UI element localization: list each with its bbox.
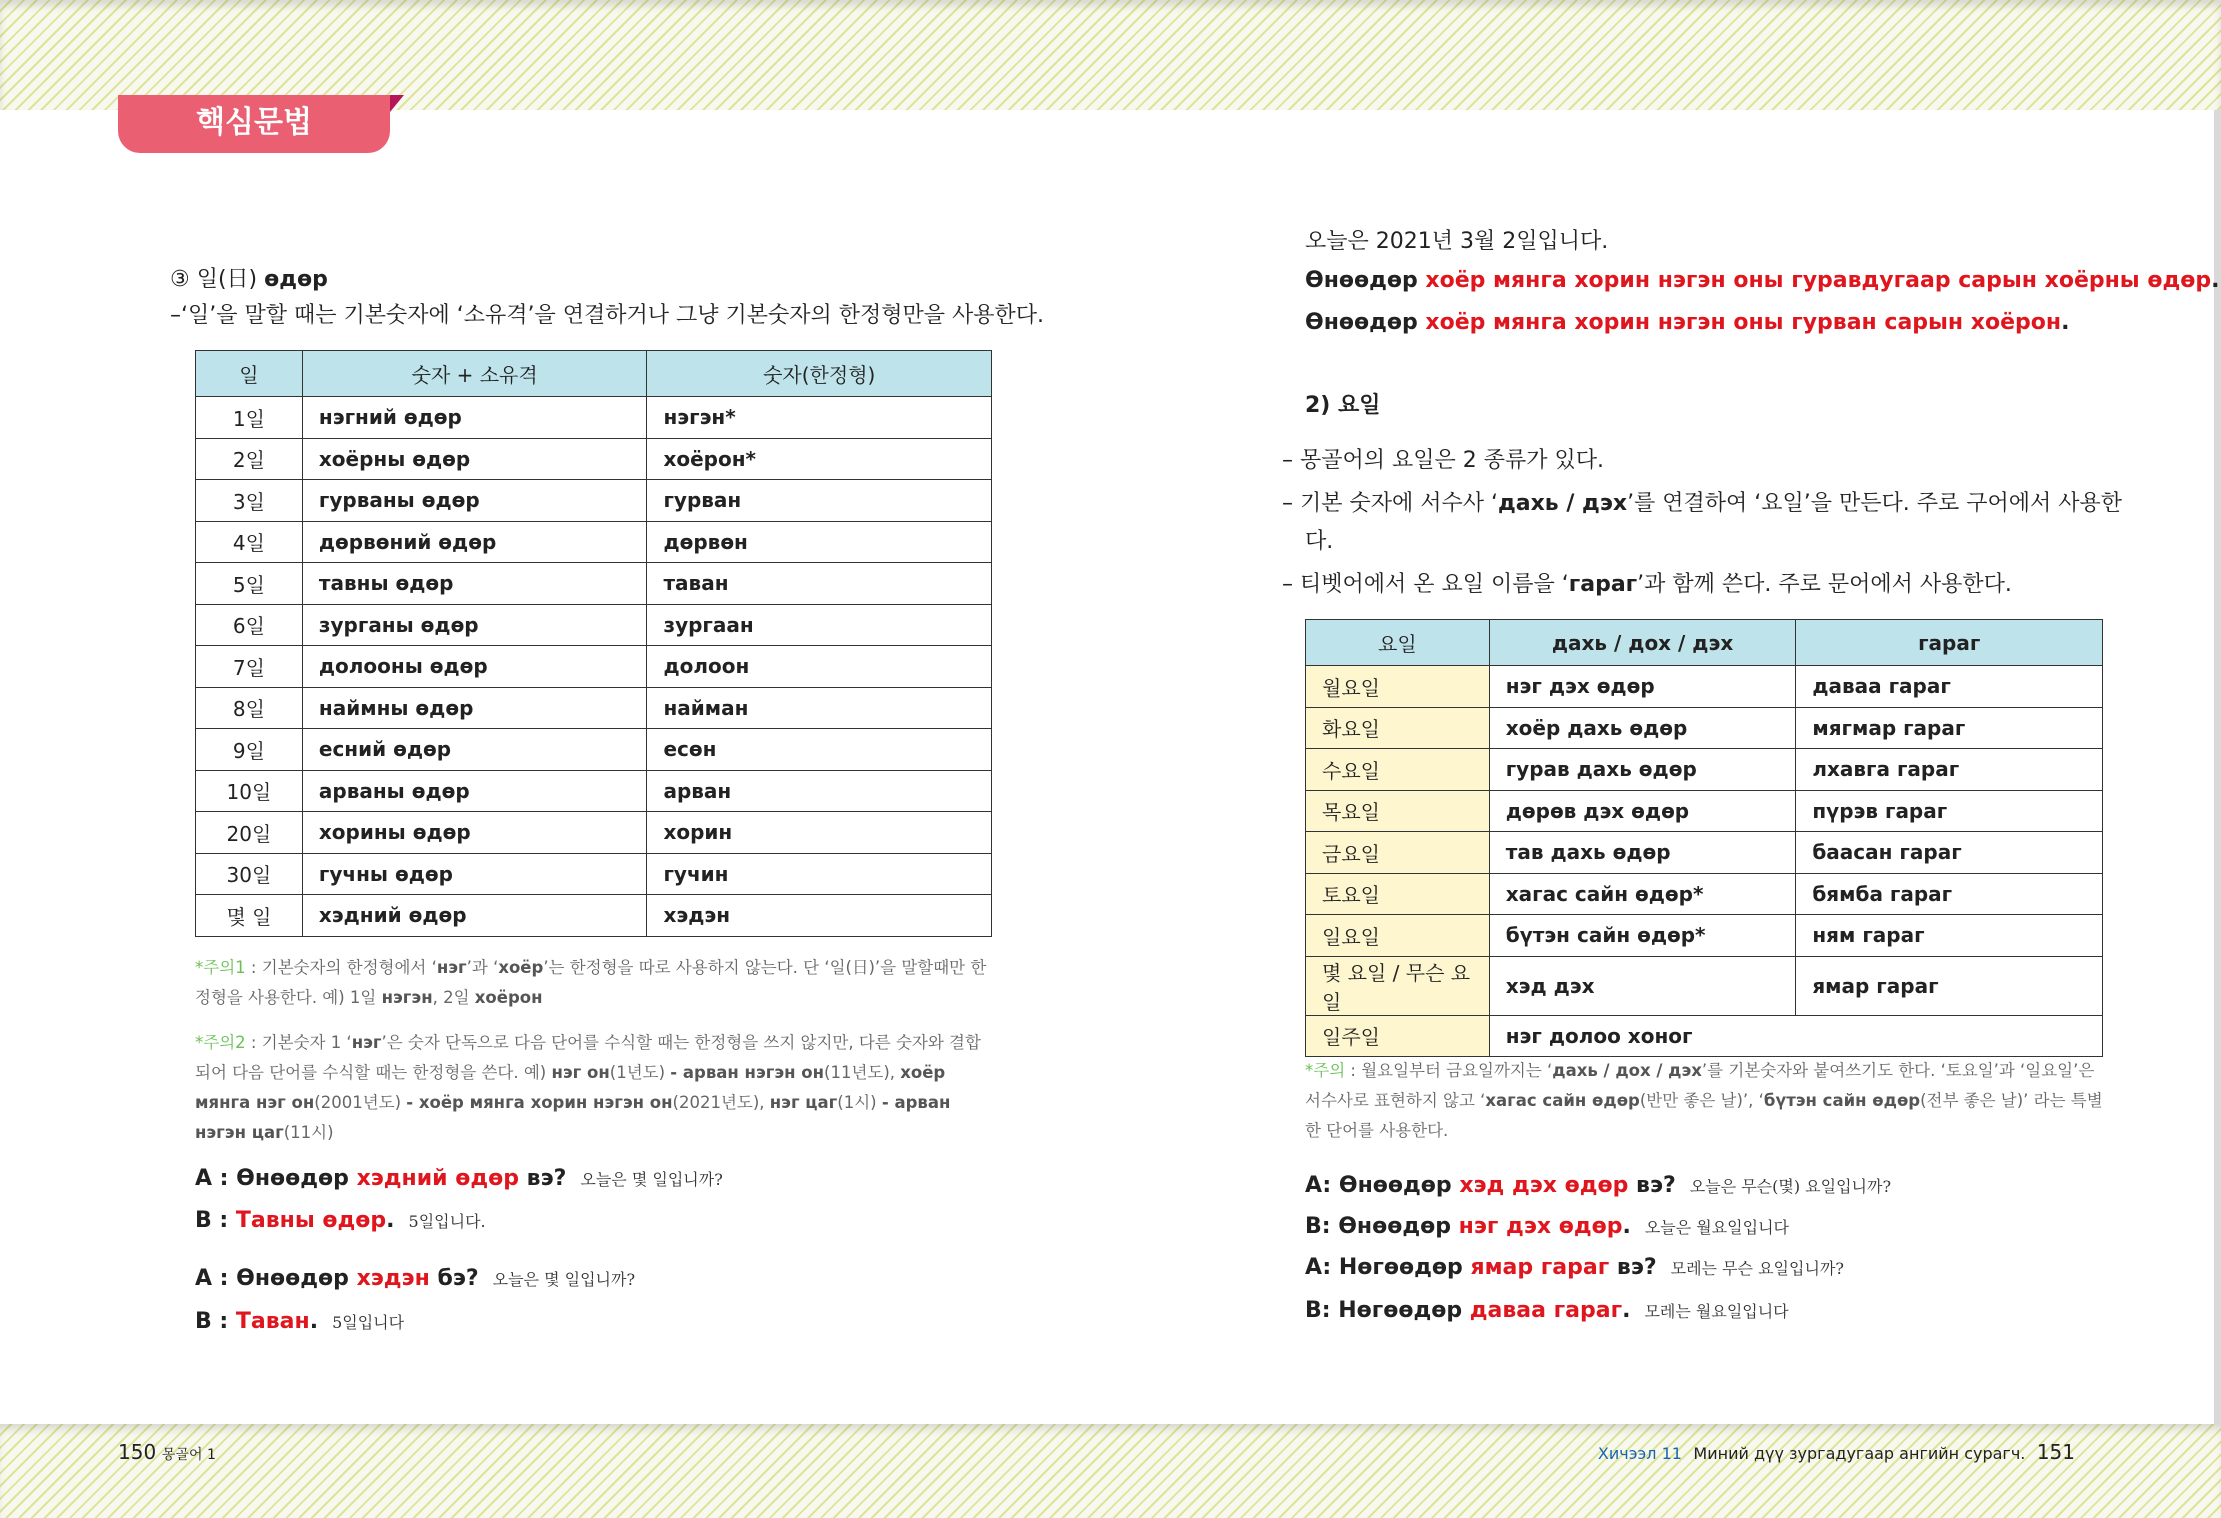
left-description (170, 298, 1044, 329)
table-cell: даваа гараг (1796, 666, 2103, 708)
table-cell: найман (647, 687, 992, 729)
bullet-1 (1282, 443, 1604, 474)
table-row (196, 729, 992, 771)
text-segment: өдөр (264, 267, 328, 292)
table-cell: долоон (647, 646, 992, 688)
table-cell: лхавга гараг (1796, 749, 2103, 791)
table-row (196, 480, 992, 522)
table-cell: долооны өдөр (302, 646, 647, 688)
bullet-3 (1282, 567, 2012, 598)
table-cell: арван (647, 770, 992, 812)
text-segment: Өнөөдөр (1305, 310, 1426, 335)
table-row (196, 812, 992, 854)
table-row (1306, 666, 2103, 708)
column-header: 일 (196, 351, 303, 397)
dialog-line (1305, 1298, 1789, 1323)
table-cell: 수요일 (1306, 749, 1490, 791)
text-segment: (2021년도), (672, 1093, 770, 1112)
text-segment: 오늘은 2021년 3월 2일입니다. (1305, 229, 1609, 254)
text-segment: ③ 일(日) (170, 267, 265, 292)
text-segment: . (1622, 1298, 1631, 1323)
table-row (196, 521, 992, 563)
dialog-line (195, 1309, 404, 1334)
date-korean (1305, 224, 1608, 255)
table-row (1306, 915, 2103, 957)
column-header: 요일 (1306, 620, 1490, 666)
text-segment: нэг он (551, 1063, 610, 1082)
dialog-line (1305, 1255, 1844, 1280)
table-cell: 금요일 (1306, 832, 1490, 874)
table-cell: 2일 (196, 438, 303, 480)
footer-left (118, 1440, 216, 1464)
table-row (1306, 1015, 2103, 1057)
table-cell: 몇 일 (196, 895, 303, 937)
translation-text: 5일입니다. (408, 1212, 486, 1231)
table-cell: 일주일 (1306, 1015, 1490, 1057)
text-segment: нэг цаг (769, 1093, 838, 1112)
table-cell: хэдэн (647, 895, 992, 937)
text-segment: A: Өнөөдөр (1305, 1173, 1460, 1198)
table-cell: таван (647, 563, 992, 605)
subheading-weekday (1305, 388, 1381, 419)
text-segment: хэдэн (356, 1266, 430, 1291)
translation-text: 오늘은 몇 일입니까? (580, 1170, 723, 1189)
table-cell: 10일 (196, 770, 303, 812)
text-segment: . (386, 1208, 395, 1233)
text-segment: даваа гараг (1469, 1298, 1623, 1323)
text-segment: гараг (1568, 572, 1638, 597)
table-row (196, 770, 992, 812)
text-segment: : 기본숫자의 한정형에서 ‘ (245, 958, 437, 977)
table-row (1306, 790, 2103, 832)
text-segment: – 몽골어의 요일은 2 종류가 있다. (1282, 448, 1604, 473)
note-1 (195, 953, 995, 1013)
dialog-line (195, 1208, 486, 1233)
translation-text: 모레는 무슨 요일입니까? (1670, 1259, 1844, 1278)
table-cell: 토요일 (1306, 873, 1490, 915)
lesson-number: Хичээл 11 (1597, 1444, 1682, 1463)
column-header: 숫자(한정형) (647, 351, 992, 397)
text-segment: ’은 숫자 단독으로 다음 단어를 수식할 때는 한정형을 쓰지 않지만, 다른 숫자와 결합되어 다음 단어를 수식할 때는 한정형을 쓴다. 예) (195, 1033, 981, 1082)
translation-text: 오늘은 월요일입니다 (1644, 1218, 1790, 1237)
table-cell: наймны өдөр (302, 687, 647, 729)
text-segment: : 월요일부터 금요일까지는 ‘ (1345, 1061, 1553, 1080)
table-cell: 5일 (196, 563, 303, 605)
text-segment: B: Өнөөдөр (1305, 1214, 1459, 1239)
table-cell: 30일 (196, 853, 303, 895)
lesson-title: Миний дүү зургадугаар ангийн сурагч. (1693, 1444, 2026, 1463)
note-2 (195, 1028, 995, 1148)
text-segment: 2) 요일 (1305, 393, 1381, 418)
header-pattern (0, 0, 2221, 110)
text-segment: –‘일’을 말할 때는 기본숫자에 ‘소유격’을 연결하거나 그냥 기본숫자의 한정형만을 사용한다. (170, 303, 1044, 328)
text-segment: хоёр мянга хорин нэгэн оны гуравдугаар сарын хоёрны өдөр (1425, 268, 2212, 293)
text-segment: (11년도), (824, 1063, 901, 1082)
table-cell: гучны өдөр (302, 853, 647, 895)
text-segment: B : (195, 1208, 236, 1233)
table-cell: ням гараг (1796, 915, 2103, 957)
text-segment: – 티벳어에서 온 요일 이름을 ‘ (1282, 572, 1569, 597)
table-row (1306, 832, 2103, 874)
bullet-2 (1282, 486, 2122, 517)
text-segment: нэгэн (381, 988, 433, 1007)
day-table (195, 350, 992, 937)
table-cell: 9일 (196, 729, 303, 771)
table-cell: бямба гараг (1796, 873, 2103, 915)
text-segment: *주의1 (195, 958, 246, 977)
footer-right (1598, 1440, 2075, 1464)
text-segment: A : Өнөөдөр (195, 1166, 357, 1191)
text-segment: бэ? (429, 1266, 479, 1291)
text-segment: бүтэн сайн өдөр (1763, 1091, 1921, 1110)
table-cell: тав дахь өдөр (1489, 832, 1796, 874)
footer-pattern (0, 1424, 2221, 1518)
table-cell: тавны өдөр (302, 563, 647, 605)
text-segment: Таван (235, 1309, 310, 1334)
text-segment: - арван нэгэн цаг (195, 1093, 951, 1142)
column-header: гараг (1796, 620, 2103, 666)
table-cell: 몇 요일 / 무슨 요일 (1306, 956, 1490, 1015)
table-cell: гучин (647, 853, 992, 895)
dialog-line (195, 1166, 723, 1191)
table-header-row (196, 351, 992, 397)
table-cell: 1일 (196, 397, 303, 439)
column-header: дахь / дох / дэх (1489, 620, 1796, 666)
translation-text: 오늘은 몇 일입니까? (492, 1270, 636, 1289)
text-segment: ’를 연결하여 ‘요일’을 만든다. 주로 구어에서 사용한 (1627, 491, 2123, 516)
table-row (196, 646, 992, 688)
dialog-line (195, 1266, 635, 1291)
table-row (196, 438, 992, 480)
text-segment: . (2211, 268, 2220, 293)
table-row (196, 853, 992, 895)
text-segment: хэдний өдөр (356, 1166, 519, 1191)
table-cell: бүтэн сайн өдөр* (1489, 915, 1796, 957)
table-cell: гурван (647, 480, 992, 522)
table-row (1306, 707, 2103, 749)
date-mongolian-1 (1305, 268, 2219, 293)
table-row (196, 604, 992, 646)
text-segment: ’는 한정형을 따로 사용하지 않는다. 단 ‘일(日)’을 말할때만 한정형을 사용한다. 예) 1일 (195, 958, 987, 1007)
text-segment: вэ? (1628, 1173, 1676, 1198)
table-cell: 7일 (196, 646, 303, 688)
table-cell: дөрвөн (647, 521, 992, 563)
text-segment: нэг (436, 958, 467, 977)
table-cell: гурав дахь өдөр (1489, 749, 1796, 791)
book-title: 몽골어 1 (161, 1447, 216, 1463)
table-cell: хоёр дахь өдөр (1489, 707, 1796, 749)
table-cell: зурганы өдөр (302, 604, 647, 646)
table-cell: арваны өдөр (302, 770, 647, 812)
translation-text: 모레는 월요일입니다 (1644, 1302, 1789, 1321)
table-row (1306, 873, 2103, 915)
table-cell: 일요일 (1306, 915, 1490, 957)
text-segment: Тавны өдөр (235, 1208, 387, 1233)
table-cell: хэдний өдөр (302, 895, 647, 937)
text-segment: ямар гараг (1470, 1255, 1610, 1280)
weekday-note (1305, 1056, 2105, 1146)
table-cell: нэг дэх өдөр (1489, 666, 1796, 708)
text-segment: хоёрон (474, 988, 543, 1007)
text-segment: B: Нөгөөдөр (1305, 1298, 1470, 1323)
translation-text: 5일입니다 (332, 1313, 405, 1332)
column-header: 숫자 + 소유격 (302, 351, 647, 397)
table-cell: 6일 (196, 604, 303, 646)
table-cell: хагас сайн өдөр* (1489, 873, 1796, 915)
table-cell: хоёрон* (647, 438, 992, 480)
table-cell: хэд дэх (1489, 956, 1796, 1015)
table-cell: хорины өдөр (302, 812, 647, 854)
table-row (196, 563, 992, 605)
text-segment: *주의2 (195, 1033, 246, 1052)
table-cell: хоёрны өдөр (302, 438, 647, 480)
text-segment: ’를 기본숫자와 붙여쓰기도 한다. ‘토요일’과 ‘일요일’은 서수사로 표현하지 않고 ‘ (1305, 1061, 2095, 1110)
page-number-right: 151 (2036, 1440, 2075, 1464)
table-cell: дөрвөний өдөр (302, 521, 647, 563)
table-cell: нэгний өдөр (302, 397, 647, 439)
text-segment: (11시) (283, 1123, 334, 1142)
text-segment: *주의 (1305, 1061, 1346, 1080)
table-cell: 20일 (196, 812, 303, 854)
text-segment: хэд дэх өдөр (1459, 1173, 1629, 1198)
table-cell: 3일 (196, 480, 303, 522)
text-segment: . (2061, 310, 2070, 335)
text-segment: вэ? (519, 1166, 567, 1191)
text-segment: нэг дэх өдөр (1458, 1214, 1623, 1239)
left-heading (170, 262, 328, 293)
text-segment: вэ? (1609, 1255, 1657, 1280)
page-number-left: 150 (118, 1440, 157, 1464)
table-cell: дөрөв дэх өдөр (1489, 790, 1796, 832)
table-cell: зургаан (647, 604, 992, 646)
weekday-table (1305, 619, 2103, 1057)
table-row (196, 397, 992, 439)
table-header-row (1306, 620, 2103, 666)
date-mongolian-2 (1305, 310, 2069, 335)
text-segment: ’과 함께 쓴다. 주로 문어에서 사용한다. (1637, 572, 2012, 597)
text-segment: нэг (351, 1033, 382, 1052)
text-segment: (1시) (837, 1093, 882, 1112)
text-segment: - арван нэгэн он (670, 1063, 825, 1082)
text-segment: хоёр мянга нэг он (195, 1063, 946, 1112)
text-segment: дахь / дох / дэх (1552, 1061, 1702, 1080)
table-cell: нэг долоо хоног (1489, 1015, 2102, 1057)
table-row (196, 687, 992, 729)
text-segment: , 2일 (432, 988, 475, 1007)
text-segment: A : Өнөөдөр (195, 1266, 357, 1291)
table-cell: нэгэн* (647, 397, 992, 439)
text-segment: (전부 좋은 날)’ 라는 특별한 단어를 사용한다. (1305, 1091, 2103, 1140)
text-segment: хагас сайн өдөр (1485, 1091, 1640, 1110)
text-segment: . (309, 1309, 319, 1334)
dialog-line (1305, 1214, 1789, 1239)
translation-text: 오늘은 무슨(몇) 요일입니까? (1689, 1177, 1892, 1196)
text-segment: (반만 좋은 날)’, ‘ (1639, 1091, 1764, 1110)
table-cell: ямар гараг (1796, 956, 2103, 1015)
dialog-line (1305, 1173, 1891, 1198)
table-cell: хорин (647, 812, 992, 854)
table-cell: мягмар гараг (1796, 707, 2103, 749)
table-cell: 목요일 (1306, 790, 1490, 832)
text-segment: : 기본숫자 1 ‘ (245, 1033, 352, 1052)
table-cell: 월요일 (1306, 666, 1490, 708)
text-segment: Өнөөдөр (1305, 268, 1426, 293)
table-cell: пүрэв гараг (1796, 790, 2103, 832)
table-cell: 8일 (196, 687, 303, 729)
text-segment: A: Нөгөөдөр (1305, 1255, 1471, 1280)
table-cell: есний өдөр (302, 729, 647, 771)
text-segment: 다. (1305, 529, 1334, 554)
text-segment: (2001년도) (314, 1093, 407, 1112)
bullet-2-cont (1305, 524, 1333, 555)
page-edge (2214, 110, 2221, 1424)
text-segment: хоёр мянга хорин нэгэн оны гурван сарын хоёрон (1425, 310, 2062, 335)
tab-fold (390, 95, 404, 112)
table-cell: гурваны өдөр (302, 480, 647, 522)
text-segment: ’과 ‘ (466, 958, 499, 977)
text-segment: хоёр (498, 958, 544, 977)
table-cell: 화요일 (1306, 707, 1490, 749)
text-segment: дахь / дэх (1497, 491, 1628, 516)
table-row (196, 895, 992, 937)
text-segment: . (1622, 1214, 1631, 1239)
table-row (1306, 749, 2103, 791)
section-tab: 핵심문법 (118, 95, 390, 153)
table-cell: есөн (647, 729, 992, 771)
table-cell: баасан гараг (1796, 832, 2103, 874)
table-row (1306, 956, 2103, 1015)
text-segment: - хоёр мянга хорин нэгэн он (406, 1093, 673, 1112)
table-cell: 4일 (196, 521, 303, 563)
text-segment: (1년도) (609, 1063, 671, 1082)
text-segment: – 기본 숫자에 서수사 ‘ (1282, 491, 1498, 516)
text-segment: B : (195, 1309, 236, 1334)
